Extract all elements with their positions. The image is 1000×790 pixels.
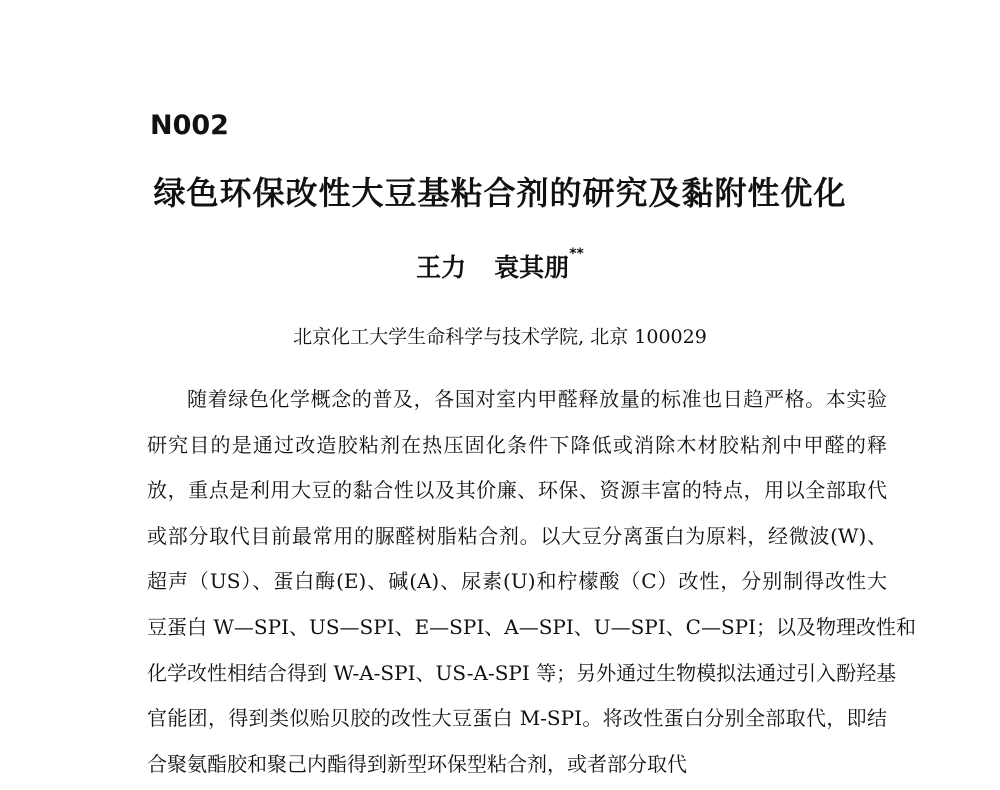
abstract-body <box>147 380 917 790</box>
paper-code: N002 <box>150 110 229 141</box>
abstract-line: 放，重点是利用大豆的黏合性以及其价廉、环保、资源丰富的特点，用以全部取代 <box>147 478 887 503</box>
abstract-line: 合聚氨酯胶和聚己内酯得到新型环保型粘合剂，或者部分取代 <box>147 751 687 776</box>
abstract-line: 化学改性相结合得到 W-A-SPI、US-A-SPI 等；另外通过生物模拟法通过引入酚羟基 <box>147 660 897 685</box>
abstract-line: 随着绿色化学概念的普及，各国对室内甲醛释放量的标准也日趋严格。本实验 <box>187 387 887 411</box>
paper-title: 绿色环保改性大豆基粘合剂的研究及黏附性优化 <box>153 174 847 212</box>
author-2 <box>494 246 584 282</box>
abstract-line: 官能团，得到类似贻贝胶的改性大豆蛋白 M-SPI。将改性蛋白分别全部取代，即结 <box>147 706 887 731</box>
abstract-line: 豆蛋白 W—SPI、US—SPI、E—SPI、A—SPI、U—SPI、C—SPI；以及物理改性和 <box>147 614 917 639</box>
abstract-line: 超声（US）、蛋白酶(E)、碱(A)、尿素(U)和柠檬酸（C）改性，分别制得改性大 <box>147 569 887 594</box>
abstract-line: 研究目的是通过改造胶粘剂在热压固化条件下降低或消除木材胶粘剂中甲醛的释 <box>147 432 887 457</box>
abstract-line: 或部分取代目前最常用的脲醛树脂粘合剂。以大豆分离蛋白为原料，经微波(W)、 <box>147 523 887 548</box>
corresponding-author-mark: ** <box>569 246 584 262</box>
author-2-name: 袁其朋 <box>494 253 570 282</box>
author-1 <box>416 253 466 282</box>
author-list <box>0 248 1000 284</box>
affiliation: 北京化工大学生命科学与技术学院, 北京 100029 <box>293 326 707 348</box>
author-1-name: 王力 <box>416 253 467 282</box>
